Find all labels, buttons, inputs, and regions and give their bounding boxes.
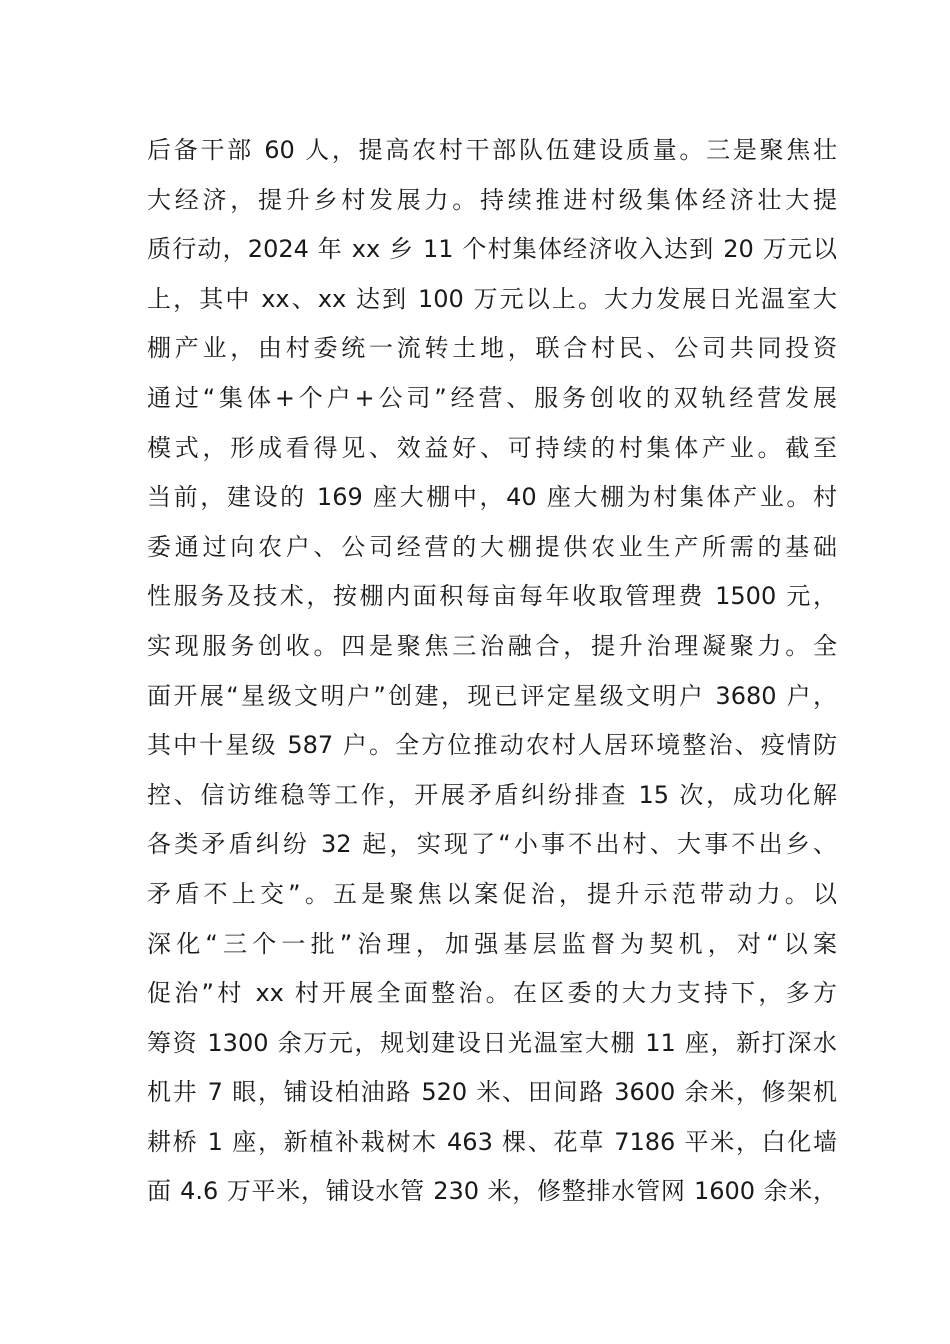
text-line: 后备干部 60 人，提高农村干部队伍建设质量。三是聚焦壮 <box>147 136 837 164</box>
body-paragraph <box>147 126 837 1217</box>
text-line: 面 4.6 万平米，铺设水管 230 米，修整排水管网 1600 余米， <box>147 1177 837 1206</box>
text-line: 各类矛盾纠纷 32 起，实现了“小事不出村、大事不出乡、 <box>147 830 837 859</box>
text-line: 控、信访维稳等工作，开展矛盾纠纷排查 15 次，成功化解 <box>147 780 837 809</box>
text-line: 模式，形成看得见、效益好、可持续的村集体产业。截至 <box>147 433 837 462</box>
text-line: 其中十星级 587 户。全方位推动农村人居环境整治、疫情防 <box>147 731 837 760</box>
text-line: 通过“集体+个户+公司”经营、服务创收的双轨经营发展 <box>147 383 837 412</box>
text-line: 委通过向农户、公司经营的大棚提供农业生产所需的基础 <box>147 532 837 561</box>
text-line: 机井 7 眼，铺设柏油路 520 米、田间路 3600 余米，修架机 <box>147 1078 837 1107</box>
text-line: 耕桥 1 座，新植补栽树木 463 棵、花草 7186 平米，白化墙 <box>147 1127 837 1156</box>
text-line: 矛盾不上交”。五是聚焦以案促治，提升示范带动力。以 <box>147 879 837 908</box>
text-line: 棚产业，由村委统一流转土地，联合村民、公司共同投资 <box>147 334 837 363</box>
text-line: 质行动，2024 年 xx 乡 11 个村集体经济收入达到 20 万元以 <box>147 235 837 264</box>
text-line: 当前，建设的 169 座大棚中，40 座大棚为村集体产业。村 <box>147 483 837 512</box>
text-line: 促治”村 xx 村开展全面整治。在区委的大力支持下，多方 <box>147 979 837 1008</box>
text-line: 上，其中 xx、xx 达到 100 万元以上。大力发展日光温室大 <box>147 284 837 313</box>
text-line: 实现服务创收。四是聚焦三治融合，提升治理凝聚力。全 <box>147 631 837 660</box>
text-line: 面开展“星级文明户”创建，现已评定星级文明户 3680 户， <box>147 681 837 710</box>
text-line: 筹资 1300 余万元，规划建设日光温室大棚 11 座，新打深水 <box>147 1028 837 1057</box>
text-line: 大经济，提升乡村发展力。持续推进村级集体经济壮大提 <box>147 185 837 214</box>
text-line: 深化“三个一批”治理，加强基层监督为契机，对“以案 <box>147 929 837 958</box>
text-line: 性服务及技术，按棚内面积每亩每年收取管理费 1500 元， <box>147 582 837 611</box>
